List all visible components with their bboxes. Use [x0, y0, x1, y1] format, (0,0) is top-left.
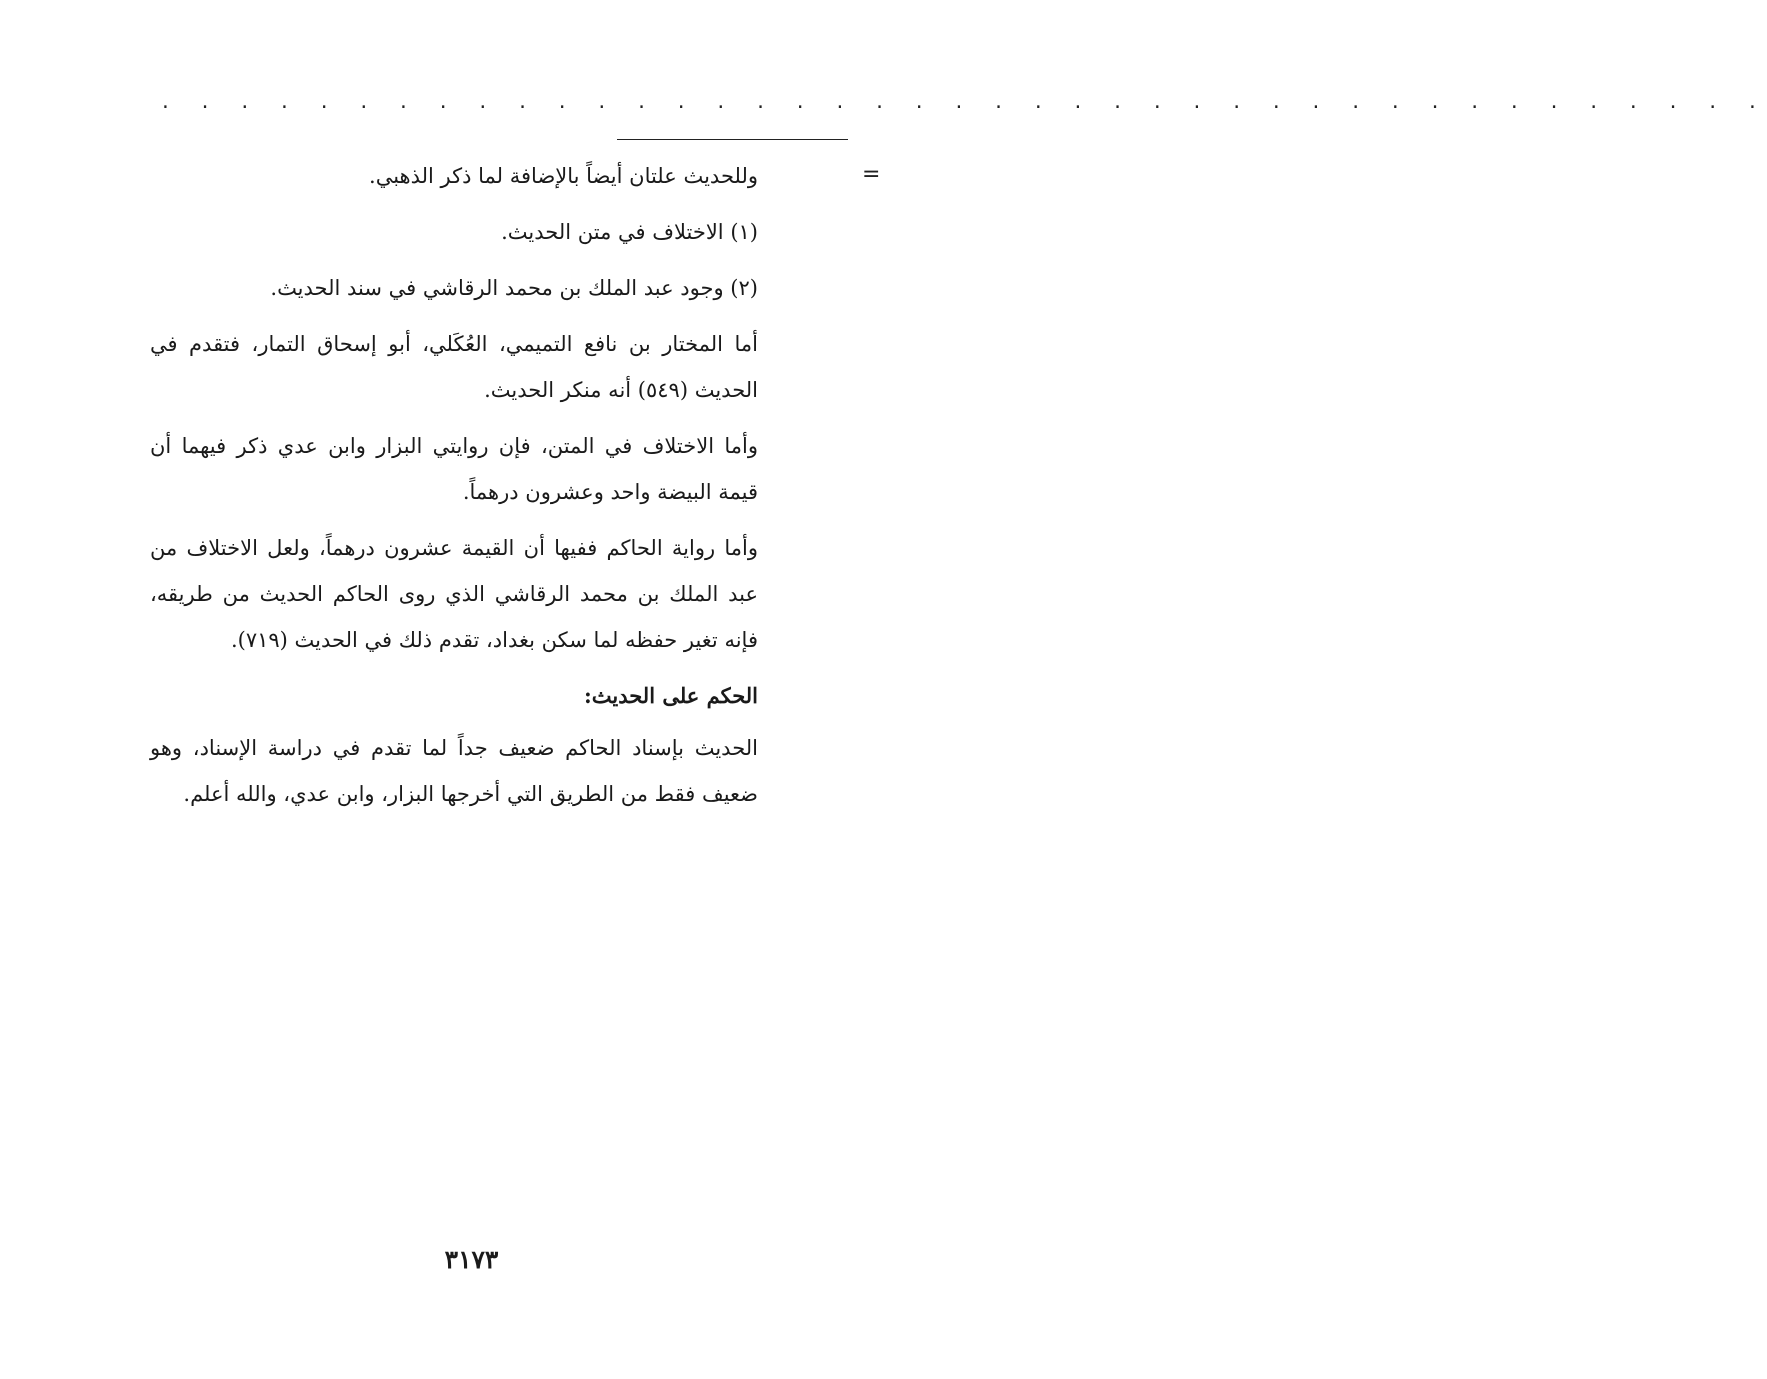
main-text	[150, 153, 758, 827]
paragraph-3: وأما رواية الحاكم ففيها أن القيمة عشرون درهماً، ولعل الاختلاف من عبد الملك بن محمد الرقاشي الذي روى الحاكم الحديث من طريقه، فإنه تغير حفظه لما سكن بغداد، تقدم ذلك في الحديث (٧١٩).	[150, 536, 758, 652]
dotted-separator: . . . . . . . . . . . . . . . . . . . . . . . . . . . . . . . . . . . . . . . . .	[160, 92, 1767, 113]
footnote-rule	[617, 139, 848, 140]
page-number: ٣١٧٣	[444, 1245, 499, 1274]
list-item-1: (١) الاختلاف في متن الحديث.	[501, 220, 758, 244]
continuation-mark: =	[862, 162, 881, 187]
paragraph-1: أما المختار بن نافع التميمي، العُكَلي، أبو إسحاق التمار، فتقدم في الحديث (٥٤٩) أنه منكر الحديث.	[150, 332, 758, 402]
paragraph-2: وأما الاختلاف في المتن، فإن روايتي البزار وابن عدي ذكر فيهما أن قيمة البيضة واحد وعشرون درهماً.	[150, 434, 758, 504]
intro-line: وللحديث علتان أيضاً بالإضافة لما ذكر الذهبي.	[369, 164, 758, 188]
section-heading: الحكم على الحديث:	[584, 683, 758, 708]
verdict-paragraph: الحديث بإسناد الحاكم ضعيف جداً لما تقدم في دراسة الإسناد، وهو ضعيف فقط من الطريق التي أخرجها البزار، وابن عدي، والله أعلم.	[150, 736, 758, 806]
list-item-2: (٢) وجود عبد الملك بن محمد الرقاشي في سند الحديث.	[270, 276, 758, 300]
